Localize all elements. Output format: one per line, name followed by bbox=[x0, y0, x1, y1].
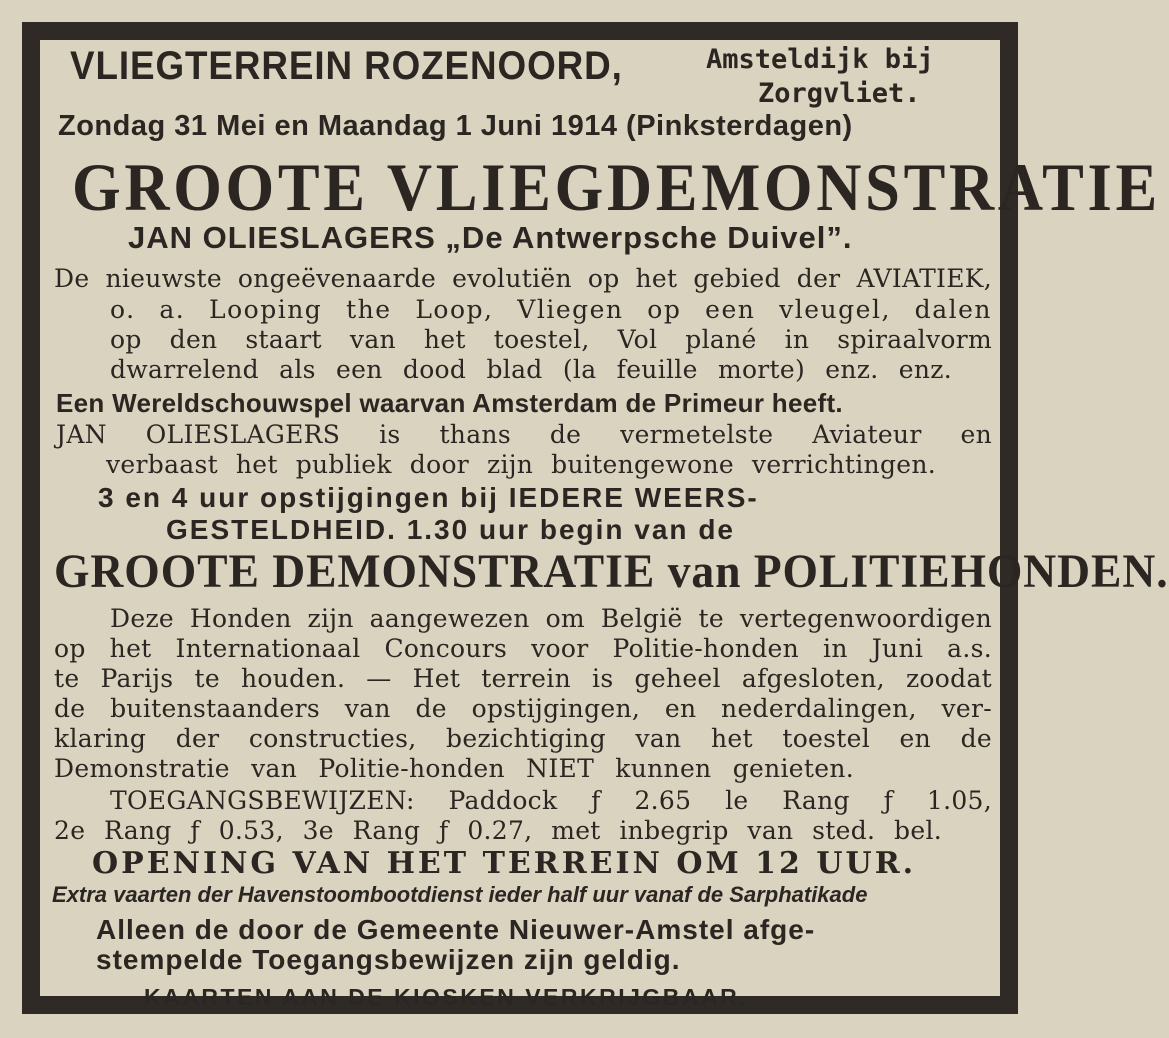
dogs-paragraph-line: op het Internationaal Concours voor Politie-honden in Juni a.s. bbox=[54, 634, 992, 663]
advertisement bbox=[48, 42, 1169, 1010]
dogs-paragraph-line: de buitenstaanders van de opstijgingen, en nederdalingen, ver- bbox=[54, 694, 992, 723]
left-border bbox=[22, 22, 40, 1014]
ascent-times-line: GESTELDHEID. 1.30 uur begin van de bbox=[166, 514, 735, 545]
validity-notice-line: Alleen de door de Gemeente Nieuwer-Amstel afge- bbox=[96, 914, 816, 945]
dogs-paragraph-line: Deze Honden zijn aangewezen om België te vertegenwoordigen bbox=[110, 604, 992, 633]
dogs-paragraph-line: Demonstratie van Politie-honden NIET kunnen genieten. bbox=[54, 754, 854, 783]
ascent-times-line: 3 en 4 uur opstijgingen bij IEDERE WEERS- bbox=[98, 482, 759, 513]
venue-title: VLIEGTERREIN ROZENOORD, bbox=[70, 44, 623, 88]
top-border bbox=[22, 22, 1018, 40]
police-dogs-headline: GROOTE DEMONSTRATIE van POLITIEHONDEN. bbox=[54, 545, 1169, 598]
venue-location-line-2: Zorgvliet. bbox=[758, 78, 921, 109]
ticket-prices-line: 2e Rang ƒ 0.53, 3e Rang ƒ 0.27, met inbegrip van sted. bel. bbox=[54, 816, 942, 845]
pilot-description-line: verbaast het publiek door zijn buitengewone verrichtingen. bbox=[106, 450, 936, 479]
opening-time: OPENING VAN HET TERREIN OM 12 UUR. bbox=[92, 846, 917, 881]
pilot-subtitle: JAN OLIESLAGERS „De Antwerpsche Duivel”. bbox=[128, 220, 853, 255]
tickets-availability: KAARTEN AAN DE KIOSKEN VERKRIJGBAAR. bbox=[144, 984, 749, 1010]
intro-line: De nieuwste ongeëvenaarde evolutiën op het gebied der AVIATIEK, bbox=[54, 264, 992, 293]
validity-notice-line: stempelde Toegangsbewijzen zijn geldig. bbox=[96, 944, 681, 975]
main-headline: GROOTE VLIEGDEMONSTRATIE bbox=[72, 149, 1161, 225]
ticket-prices-line: TOEGANGSBEWIJZEN: Paddock ƒ 2.65 le Rang ƒ 1.05, bbox=[110, 786, 992, 815]
dogs-paragraph-line: te Parijs te houden. — Het terrein is geheel afgesloten, zoodat bbox=[54, 664, 992, 693]
intro-line: op den staart van het toestel, Vol plané in spiraalvorm bbox=[110, 325, 992, 354]
world-spectacle-line: Een Wereldschouwspel waarvan Amsterdam de Primeur heeft. bbox=[56, 388, 843, 418]
extra-boat-service: Extra vaarten der Havenstoombootdienst ieder half uur vanaf de Sarphatikade bbox=[52, 882, 868, 907]
intro-line: dwarrelend als een dood blad (la feuille morte) enz. enz. bbox=[110, 355, 952, 384]
venue-location-line-1: Amsteldijk bij bbox=[706, 44, 934, 75]
pilot-description-line: JAN OLIESLAGERS is thans de vermetelste Aviateur en bbox=[56, 420, 992, 449]
intro-line: o. a. Looping the Loop, Vliegen op een vleugel, dalen bbox=[110, 295, 992, 324]
dogs-paragraph-line: klaring der constructies, bezichtiging van het toestel en de bbox=[54, 724, 992, 753]
event-dates: Zondag 31 Mei en Maandag 1 Juni 1914 (Pinksterdagen) bbox=[58, 110, 853, 142]
